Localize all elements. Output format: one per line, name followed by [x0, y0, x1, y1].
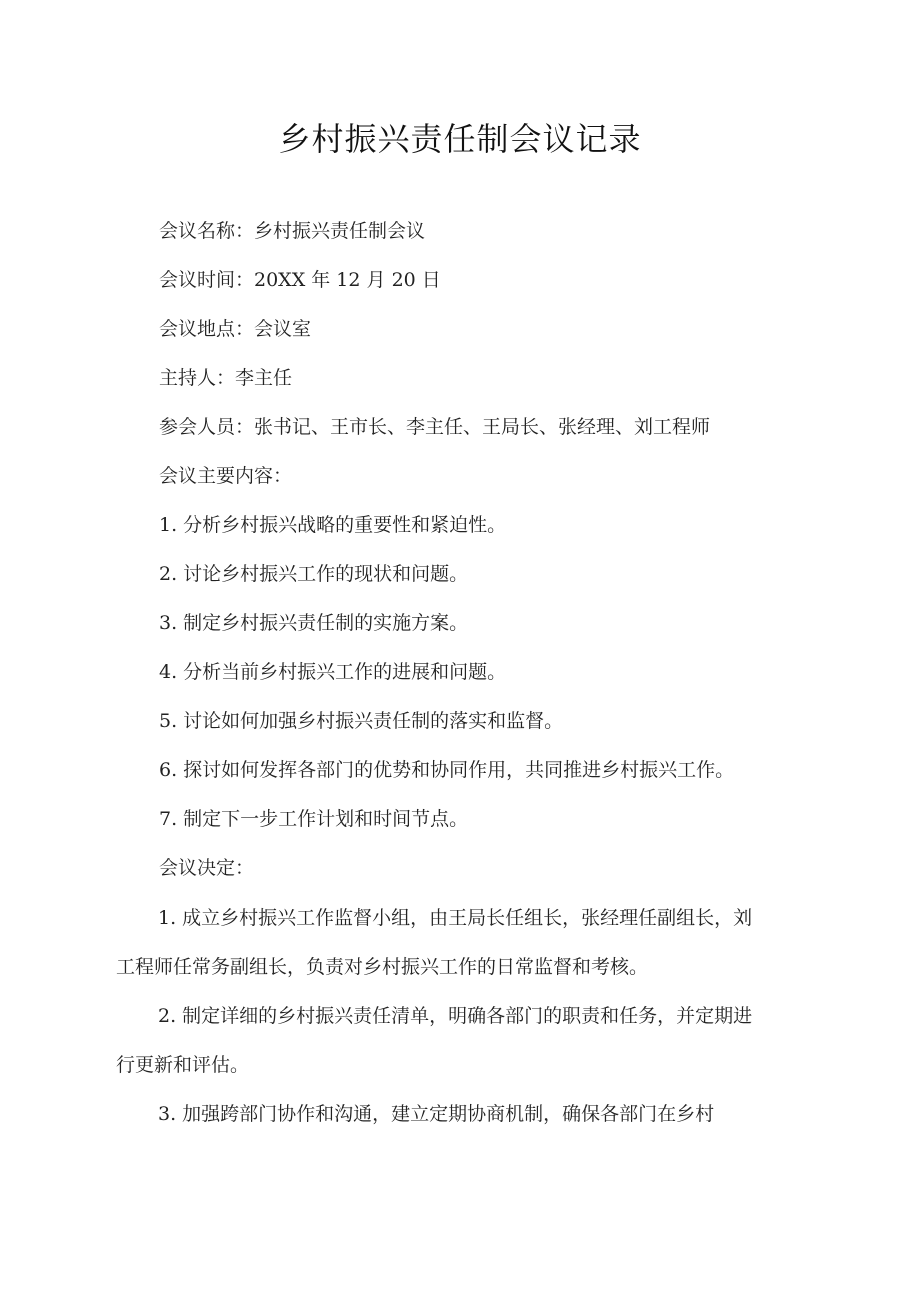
- meeting-name-line: 会议名称：乡村振兴责任制会议: [159, 220, 426, 242]
- decision-item-line: 工程师任常务副组长，负责对乡村振兴工作的日常监督和考核。: [116, 956, 649, 978]
- content-item: 7. 制定下一步工作计划和时间节点。: [159, 808, 469, 830]
- attendees-line: 参会人员：张书记、王市长、李主任、王局长、张经理、刘工程师: [159, 416, 711, 438]
- decision-item-line: 2. 制定详细的乡村振兴责任清单，明确各部门的职责和任务，并定期进: [158, 1005, 753, 1027]
- content-item: 1. 分析乡村振兴战略的重要性和紧迫性。: [159, 514, 507, 536]
- host-line: 主持人：李主任: [159, 367, 293, 389]
- decision-item-line: 1. 成立乡村振兴工作监督小组，由王局长任组长，张经理任副组长，刘: [158, 907, 753, 929]
- meeting-place-line: 会议地点：会议室: [159, 318, 312, 340]
- content-item: 5. 讨论如何加强乡村振兴责任制的落实和监督。: [159, 710, 564, 732]
- content-item: 2. 讨论乡村振兴工作的现状和问题。: [159, 563, 469, 585]
- meeting-time-line: 会议时间：20XX 年 12 月 20 日: [159, 269, 441, 291]
- decision-item-line: 3. 加强跨部门协作和沟通，建立定期协商机制，确保各部门在乡村: [158, 1103, 715, 1125]
- content-item: 4. 分析当前乡村振兴工作的进展和问题。: [159, 661, 507, 683]
- document-title: 乡村振兴责任制会议记录: [278, 120, 642, 158]
- content-heading: 会议主要内容：: [159, 465, 293, 487]
- content-item: 6. 探讨如何发挥各部门的优势和协同作用，共同推进乡村振兴工作。: [159, 759, 735, 781]
- decision-item-line: 行更新和评估。: [116, 1054, 250, 1076]
- content-item: 3. 制定乡村振兴责任制的实施方案。: [159, 612, 469, 634]
- decisions-heading: 会议决定：: [159, 857, 255, 879]
